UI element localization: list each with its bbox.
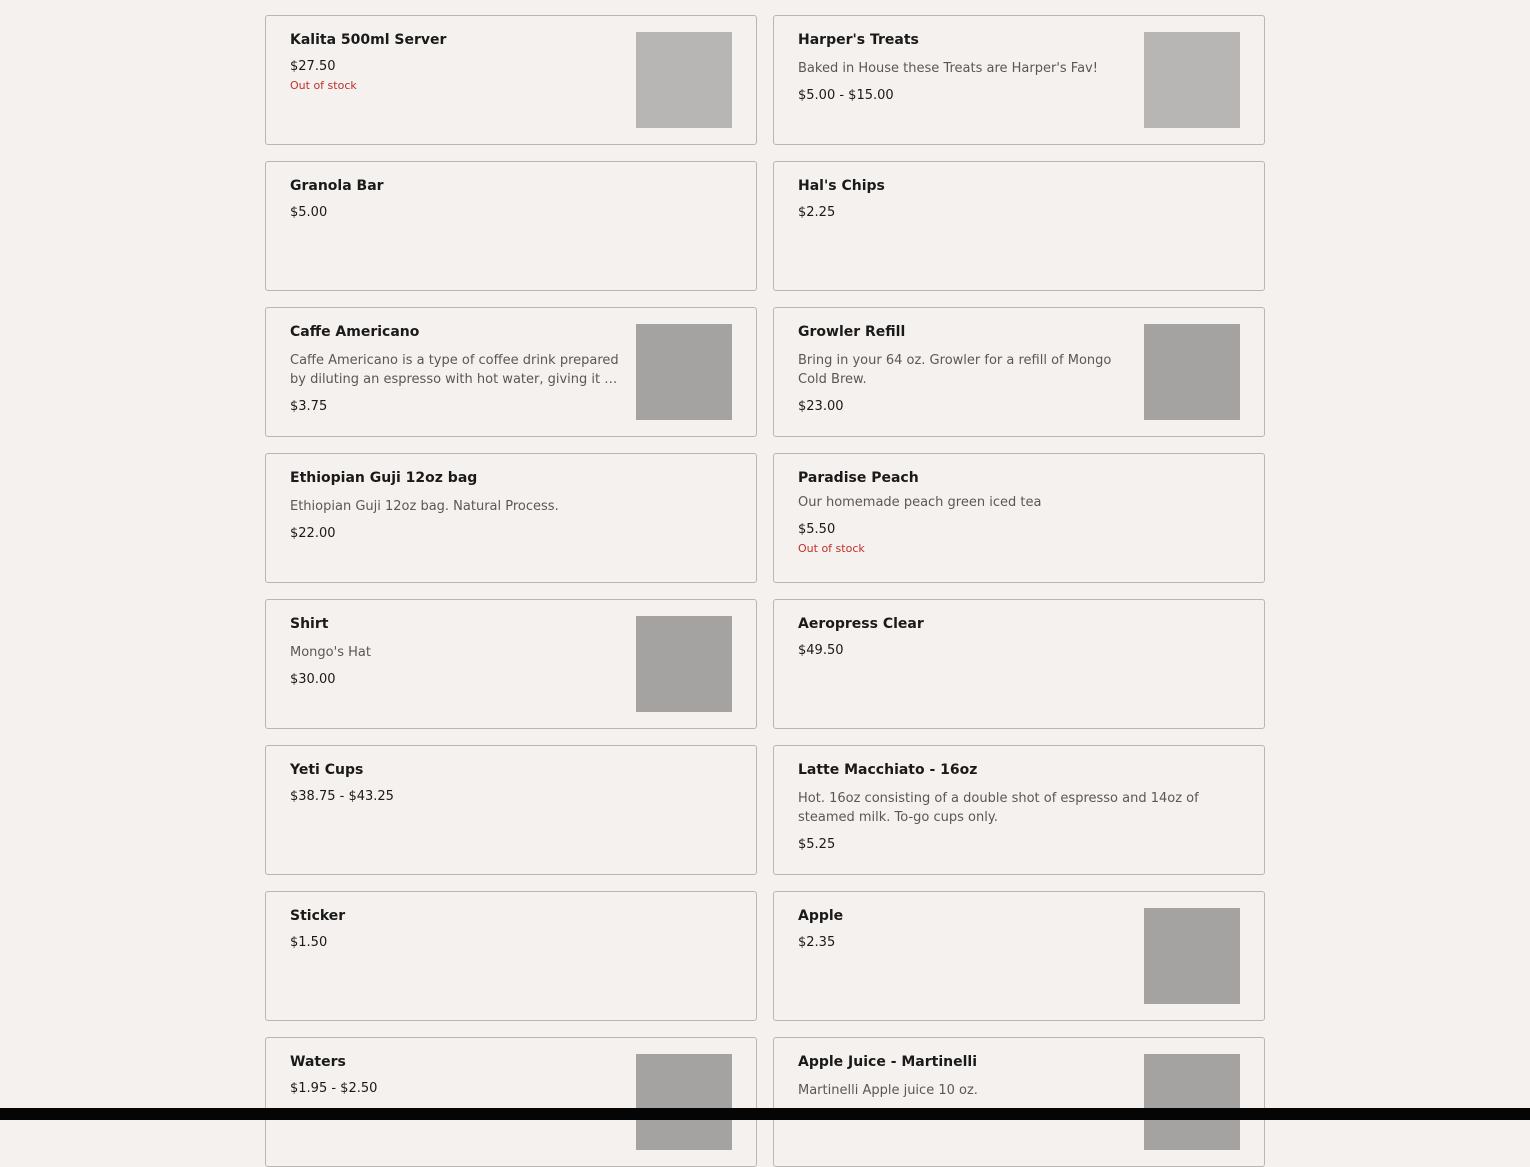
product-name: Waters xyxy=(290,1054,346,1070)
product-name: Growler Refill xyxy=(798,324,906,340)
product-card-growler-refill[interactable] xyxy=(773,307,1265,437)
product-description: Hot. 16oz consisting of a double shot of espresso and 14oz of steamed milk. To-go cups only. xyxy=(798,791,1199,825)
product-description: Our homemade peach green iced tea xyxy=(798,495,1042,510)
product-image[interactable] xyxy=(1144,1054,1240,1150)
product-price: $2.25 xyxy=(798,205,836,220)
product-image[interactable] xyxy=(636,616,732,712)
product-info xyxy=(290,324,620,415)
product-price: $38.75 - $43.25 xyxy=(290,789,394,804)
product-price: $22.00 xyxy=(290,526,336,541)
product-info xyxy=(798,762,1238,853)
product-price: $27.50 xyxy=(290,59,336,74)
product-price: $5.00 xyxy=(290,205,328,220)
product-card-waters[interactable] xyxy=(265,1037,757,1167)
product-image[interactable] xyxy=(636,324,732,420)
product-info xyxy=(798,908,1128,951)
product-card-paradise-peach[interactable] xyxy=(773,453,1265,583)
product-info xyxy=(290,1054,620,1097)
product-price: $2.35 xyxy=(798,935,836,950)
product-description: Ethiopian Guji 12oz bag. Natural Process. xyxy=(290,499,559,514)
product-card-shirt[interactable] xyxy=(265,599,757,729)
product-description: Baked in House these Treats are Harper's Fav! xyxy=(798,61,1098,76)
product-card-kalita-500ml-server[interactable] xyxy=(265,15,757,145)
product-info xyxy=(798,1054,1128,1100)
product-info xyxy=(798,470,1238,556)
product-info xyxy=(798,178,1238,221)
product-image[interactable] xyxy=(1144,32,1240,128)
product-price: $1.95 - $2.50 xyxy=(290,1081,378,1096)
product-name: Latte Macchiato - 16oz xyxy=(798,762,978,778)
product-card-yeti-cups[interactable] xyxy=(265,745,757,875)
product-name: Yeti Cups xyxy=(290,762,364,778)
product-name: Apple xyxy=(798,908,844,924)
product-image[interactable] xyxy=(1144,324,1240,420)
product-price: $5.25 xyxy=(798,837,836,852)
product-name: Aeropress Clear xyxy=(798,616,924,632)
product-card-latte-macchiato[interactable] xyxy=(773,745,1265,875)
product-card-aeropress-clear[interactable] xyxy=(773,599,1265,729)
product-name: Harper's Treats xyxy=(798,32,919,48)
product-name: Ethiopian Guji 12oz bag xyxy=(290,470,478,486)
product-info xyxy=(290,178,730,221)
product-name: Shirt xyxy=(290,616,329,632)
product-name: Paradise Peach xyxy=(798,470,919,486)
product-card-granola-bar[interactable] xyxy=(265,161,757,291)
product-name: Apple Juice - Martinelli xyxy=(798,1054,978,1070)
product-description: Caffe Americano is a type of coffee drink prepared by diluting an espresso with hot water, giving it a xyxy=(290,353,619,387)
product-description: Bring in your 64 oz. Growler for a refill of Mongo Cold Brew. xyxy=(798,353,1112,387)
out-of-stock-label: Out of stock xyxy=(290,79,357,92)
product-info xyxy=(290,616,620,688)
product-card-sticker[interactable] xyxy=(265,891,757,1021)
product-image[interactable] xyxy=(636,1054,732,1150)
product-card-harpers-treats[interactable] xyxy=(773,15,1265,145)
product-name: Caffe Americano xyxy=(290,324,420,340)
product-info xyxy=(290,470,730,542)
bottom-bar xyxy=(0,1108,1530,1120)
product-image[interactable] xyxy=(636,32,732,128)
product-grid xyxy=(265,15,1265,1167)
product-card-apple-juice-martinelli[interactable] xyxy=(773,1037,1265,1167)
product-info xyxy=(798,324,1128,415)
product-price: $49.50 xyxy=(798,643,844,658)
product-info xyxy=(798,32,1128,104)
product-info xyxy=(290,32,620,93)
product-name: Sticker xyxy=(290,908,346,924)
out-of-stock-label: Out of stock xyxy=(798,542,865,555)
product-card-apple[interactable] xyxy=(773,891,1265,1021)
product-info xyxy=(798,616,1238,659)
product-price: $5.50 xyxy=(798,522,836,537)
product-info xyxy=(290,908,730,951)
product-image[interactable] xyxy=(1144,908,1240,1004)
product-name: Hal's Chips xyxy=(798,178,885,194)
product-price: $1.50 xyxy=(290,935,328,950)
product-description: Mongo's Hat xyxy=(290,645,371,660)
product-price: $3.75 xyxy=(290,399,328,414)
product-price: $23.00 xyxy=(798,399,844,414)
product-card-hals-chips[interactable] xyxy=(773,161,1265,291)
product-description: Martinelli Apple juice 10 oz. xyxy=(798,1083,978,1098)
product-card-caffe-americano[interactable] xyxy=(265,307,757,437)
product-price: $5.00 - $15.00 xyxy=(798,88,894,103)
product-name: Granola Bar xyxy=(290,178,384,194)
product-card-ethiopian-guji[interactable] xyxy=(265,453,757,583)
product-info xyxy=(290,762,730,805)
product-name: Kalita 500ml Server xyxy=(290,32,447,48)
product-price: $30.00 xyxy=(290,672,336,687)
